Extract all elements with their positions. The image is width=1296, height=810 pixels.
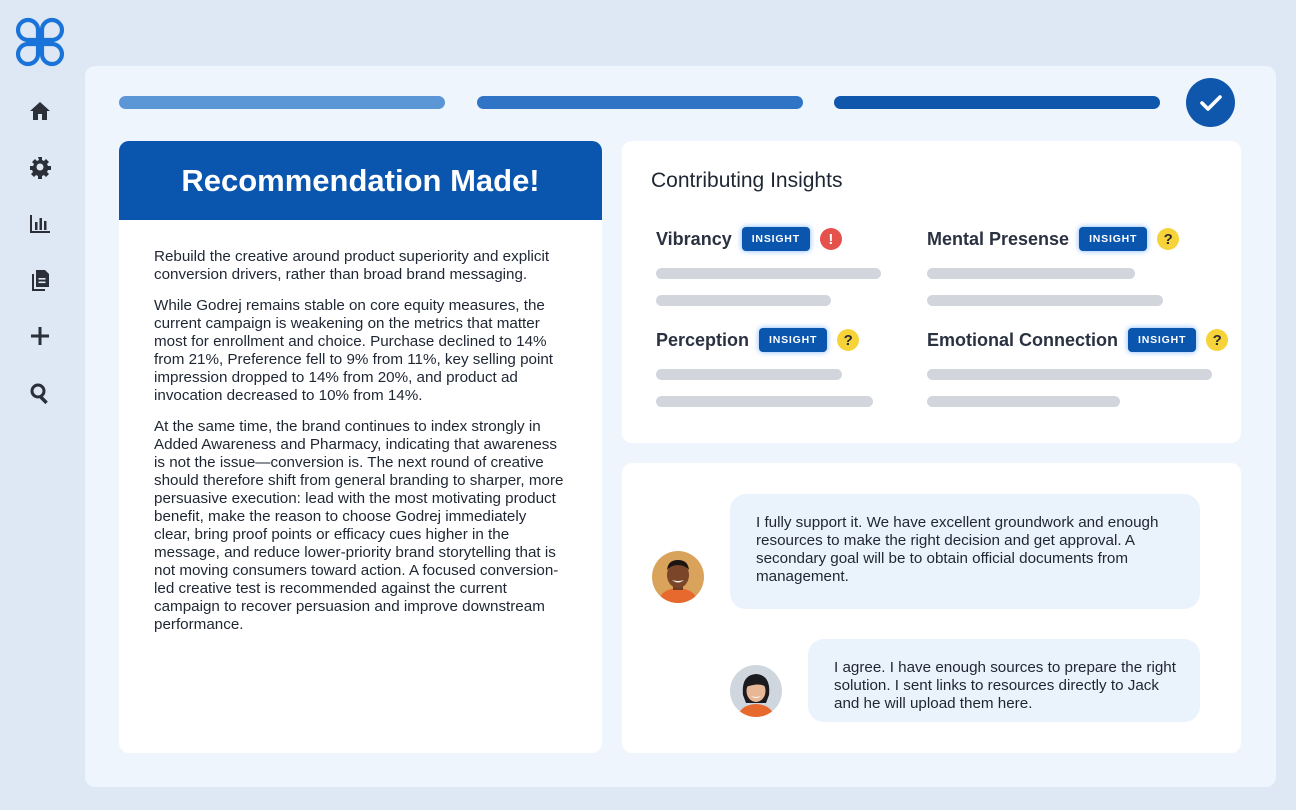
skeleton-line (927, 295, 1163, 306)
recommendation-paragraph: While Godrej remains stable on core equity measures, the current campaign is weakening on the metrics that matter most for enrollment and choice. Purchase declined to 14% from 21%, Preference fell to 9% from 11%, key selling point impression dropped to 14% from 20%, and product ad invocation decreased to 10% from 14%. (154, 297, 553, 404)
sidebar (0, 0, 82, 810)
insight-vibrancy[interactable] (656, 227, 842, 251)
recommendation-body (119, 220, 602, 634)
insight-label: Emotional Connection (927, 329, 1118, 350)
bar-chart-icon[interactable] (27, 211, 53, 237)
question-icon: ? (1206, 329, 1228, 351)
skeleton-line (927, 369, 1212, 380)
skeleton-line (927, 268, 1135, 279)
progress-step-1 (119, 96, 445, 109)
plus-icon[interactable] (27, 323, 53, 349)
question-icon: ? (837, 329, 859, 351)
insight-mental-presense[interactable] (927, 227, 1179, 251)
home-icon[interactable] (27, 98, 53, 124)
search-icon[interactable] (27, 380, 53, 406)
question-icon: ? (1157, 228, 1179, 250)
skeleton-line (927, 396, 1120, 407)
recommendation-paragraph: At the same time, the brand continues to index strongly in Added Awareness and Pharmacy, indicating that awareness is not the issue—conversion is. The next round of creative should therefore shift from general branding to sharper, more persuasive execution: lead with the most motivating product benefit, make the reason to choose Godrej immediately clear, bring proof points or efficacy cues higher in the message, and reduce lower-priority brand storytelling that is not moving consumers toward action. A focused conversion-led creative test is recommended against the current campaign to recover persuasion and improve downstream performance. (154, 418, 564, 633)
insight-badge: INSIGHT (1128, 328, 1196, 352)
progress-step-3 (834, 96, 1160, 109)
woman-avatar (730, 665, 782, 717)
insight-emotional-connection[interactable] (927, 328, 1228, 352)
recommendation-title: Recommendation Made! (119, 141, 602, 220)
skeleton-line (656, 295, 831, 306)
settings-gear-icon[interactable] (27, 154, 53, 180)
skeleton-line (656, 369, 842, 380)
insight-label: Mental Presense (927, 228, 1070, 249)
chat-message: I fully support it. We have excellent groundwork and enough resources to make the right decision and get approval. A secondary goal will be to obtain official documents from management. (730, 494, 1200, 609)
insight-badge: INSIGHT (742, 227, 810, 251)
insight-label: Vibrancy (656, 228, 732, 249)
contributing-insights-card (622, 141, 1241, 443)
documents-icon[interactable] (27, 267, 53, 293)
recommendation-card (119, 141, 602, 753)
insight-badge: INSIGHT (1079, 227, 1147, 251)
chat-card (622, 463, 1241, 753)
insight-perception[interactable] (656, 328, 859, 352)
progress-step-2 (477, 96, 803, 109)
checkmark-icon (1186, 78, 1235, 127)
chat-message: I agree. I have enough sources to prepare the right solution. I sent links to resources directly to Jack and he will upload them here. (808, 639, 1200, 722)
insights-title: Contributing Insights (651, 169, 843, 192)
man-avatar (652, 551, 704, 603)
insight-badge: INSIGHT (759, 328, 827, 352)
recommendation-paragraph: Rebuild the creative around product superiority and explicit conversion drivers, rather than broad brand messaging. (154, 248, 550, 283)
skeleton-line (656, 396, 873, 407)
skeleton-line (656, 268, 881, 279)
main-panel (85, 66, 1276, 787)
clover-logo-icon[interactable] (15, 17, 65, 67)
insight-label: Perception (656, 329, 750, 350)
alert-icon: ! (820, 228, 842, 250)
